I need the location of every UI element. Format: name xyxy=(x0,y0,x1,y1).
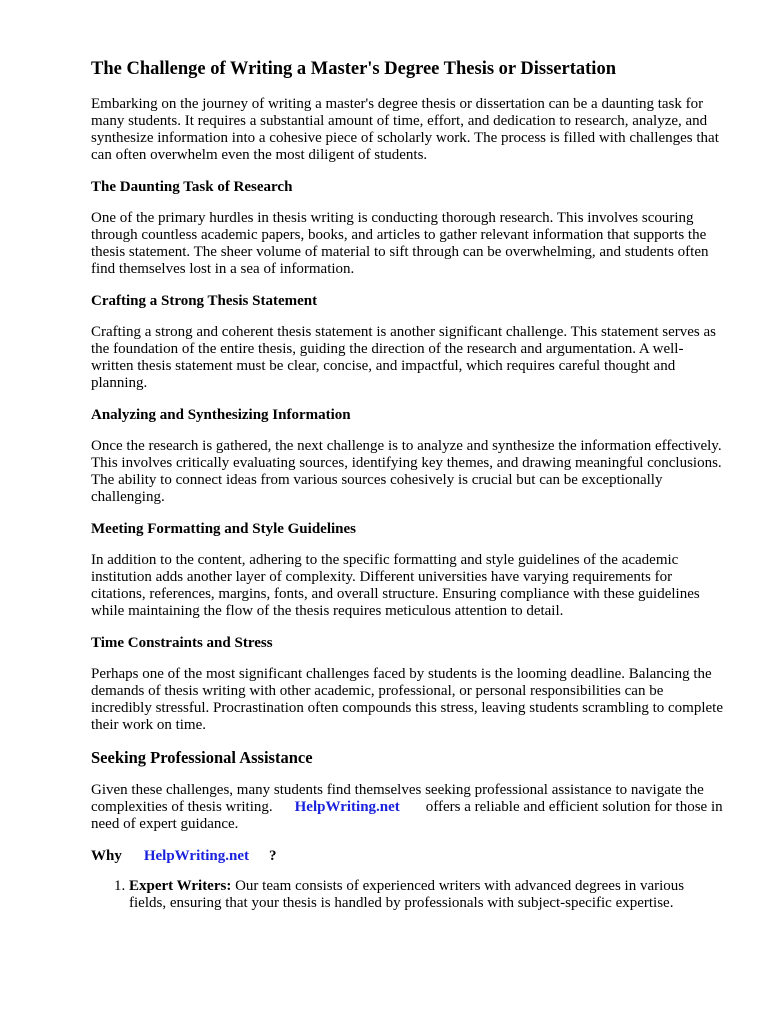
section-heading-formatting: Meeting Formatting and Style Guidelines xyxy=(91,521,356,537)
assistance-body-before: Given these challenges, many students find themselves seeking professional assistance to navigate the complexities of thesis writing. xyxy=(91,782,704,815)
why-helpwriting-link[interactable]: HelpWriting.net xyxy=(143,848,249,864)
section-heading-thesis-statement: Crafting a Strong Thesis Statement xyxy=(91,293,318,309)
section-body-formatting: In addition to the content, adhering to the specific formatting and style guidelines of the academic institution adds another layer of complexity. Different universities have varying requirements for citations, references, margins, fonts, and overall structure. Ensuring compliance with these guidelines while maintaining the flow of the thesis requires meticulous attention to detail. xyxy=(91,552,700,619)
why-heading xyxy=(91,847,723,865)
reason-text: Our team consists of experienced writers with advanced degrees in various fields, ensuring that your thesis is handled by professionals with subject-specific expertise. xyxy=(129,878,685,911)
reasons-list xyxy=(91,878,723,912)
section-heading-analyzing: Analyzing and Synthesizing Information xyxy=(91,407,351,423)
section-body-research: One of the primary hurdles in thesis writing is conducting thorough research. This involves scouring through countless academic papers, books, and articles to gather relevant information that supports the thesis statement. The sheer volume of material to sift through can be overwhelming, and students often find themselves lost in a sea of information. xyxy=(91,210,709,277)
document-page xyxy=(91,58,723,912)
helpwriting-link[interactable]: HelpWriting.net xyxy=(294,799,400,815)
section-body-thesis-statement: Crafting a strong and coherent thesis statement is another significant challenge. This statement serves as the foundation of the entire thesis, guiding the direction of the research and argumentation. A well-written thesis statement must be clear, concise, and impactful, which requires careful thought and planning. xyxy=(91,324,716,391)
section-heading-time: Time Constraints and Stress xyxy=(91,635,273,651)
section-heading-research: The Daunting Task of Research xyxy=(91,179,293,195)
assistance-paragraph xyxy=(91,782,723,833)
section-body-time: Perhaps one of the most significant challenges faced by students is the looming deadline. Balancing the demands of thesis writing with other academic, professional, or personal responsibilities can be incredibly stressful. Procrastination often compounds this stress, leaving students scrambling to complete their work on time. xyxy=(91,666,723,733)
assistance-body-after: offers a reliable and efficient solution for those in need of expert guidance. xyxy=(91,799,723,832)
page-title: The Challenge of Writing a Master's Degree Thesis or Dissertation xyxy=(91,59,616,79)
reason-label: Expert Writers: xyxy=(129,878,232,894)
why-suffix: ? xyxy=(268,848,277,864)
section-body-analyzing: Once the research is gathered, the next challenge is to analyze and synthesize the information effectively. This involves critically evaluating sources, identifying key themes, and drawing meaningful conclusions. The ability to connect ideas from various sources cohesively is crucial but can be exceptionally challenging. xyxy=(91,438,722,505)
list-item xyxy=(129,878,723,912)
why-prefix: Why xyxy=(91,848,122,864)
intro-paragraph: Embarking on the journey of writing a master's degree thesis or dissertation can be a daunting task for many students. It requires a substantial amount of time, effort, and dedication to research, analyze, and synthesize information into a cohesive piece of scholarly work. The process is filled with challenges that can often overwhelm even the most diligent of students. xyxy=(91,96,719,163)
assistance-heading: Seeking Professional Assistance xyxy=(91,748,313,767)
